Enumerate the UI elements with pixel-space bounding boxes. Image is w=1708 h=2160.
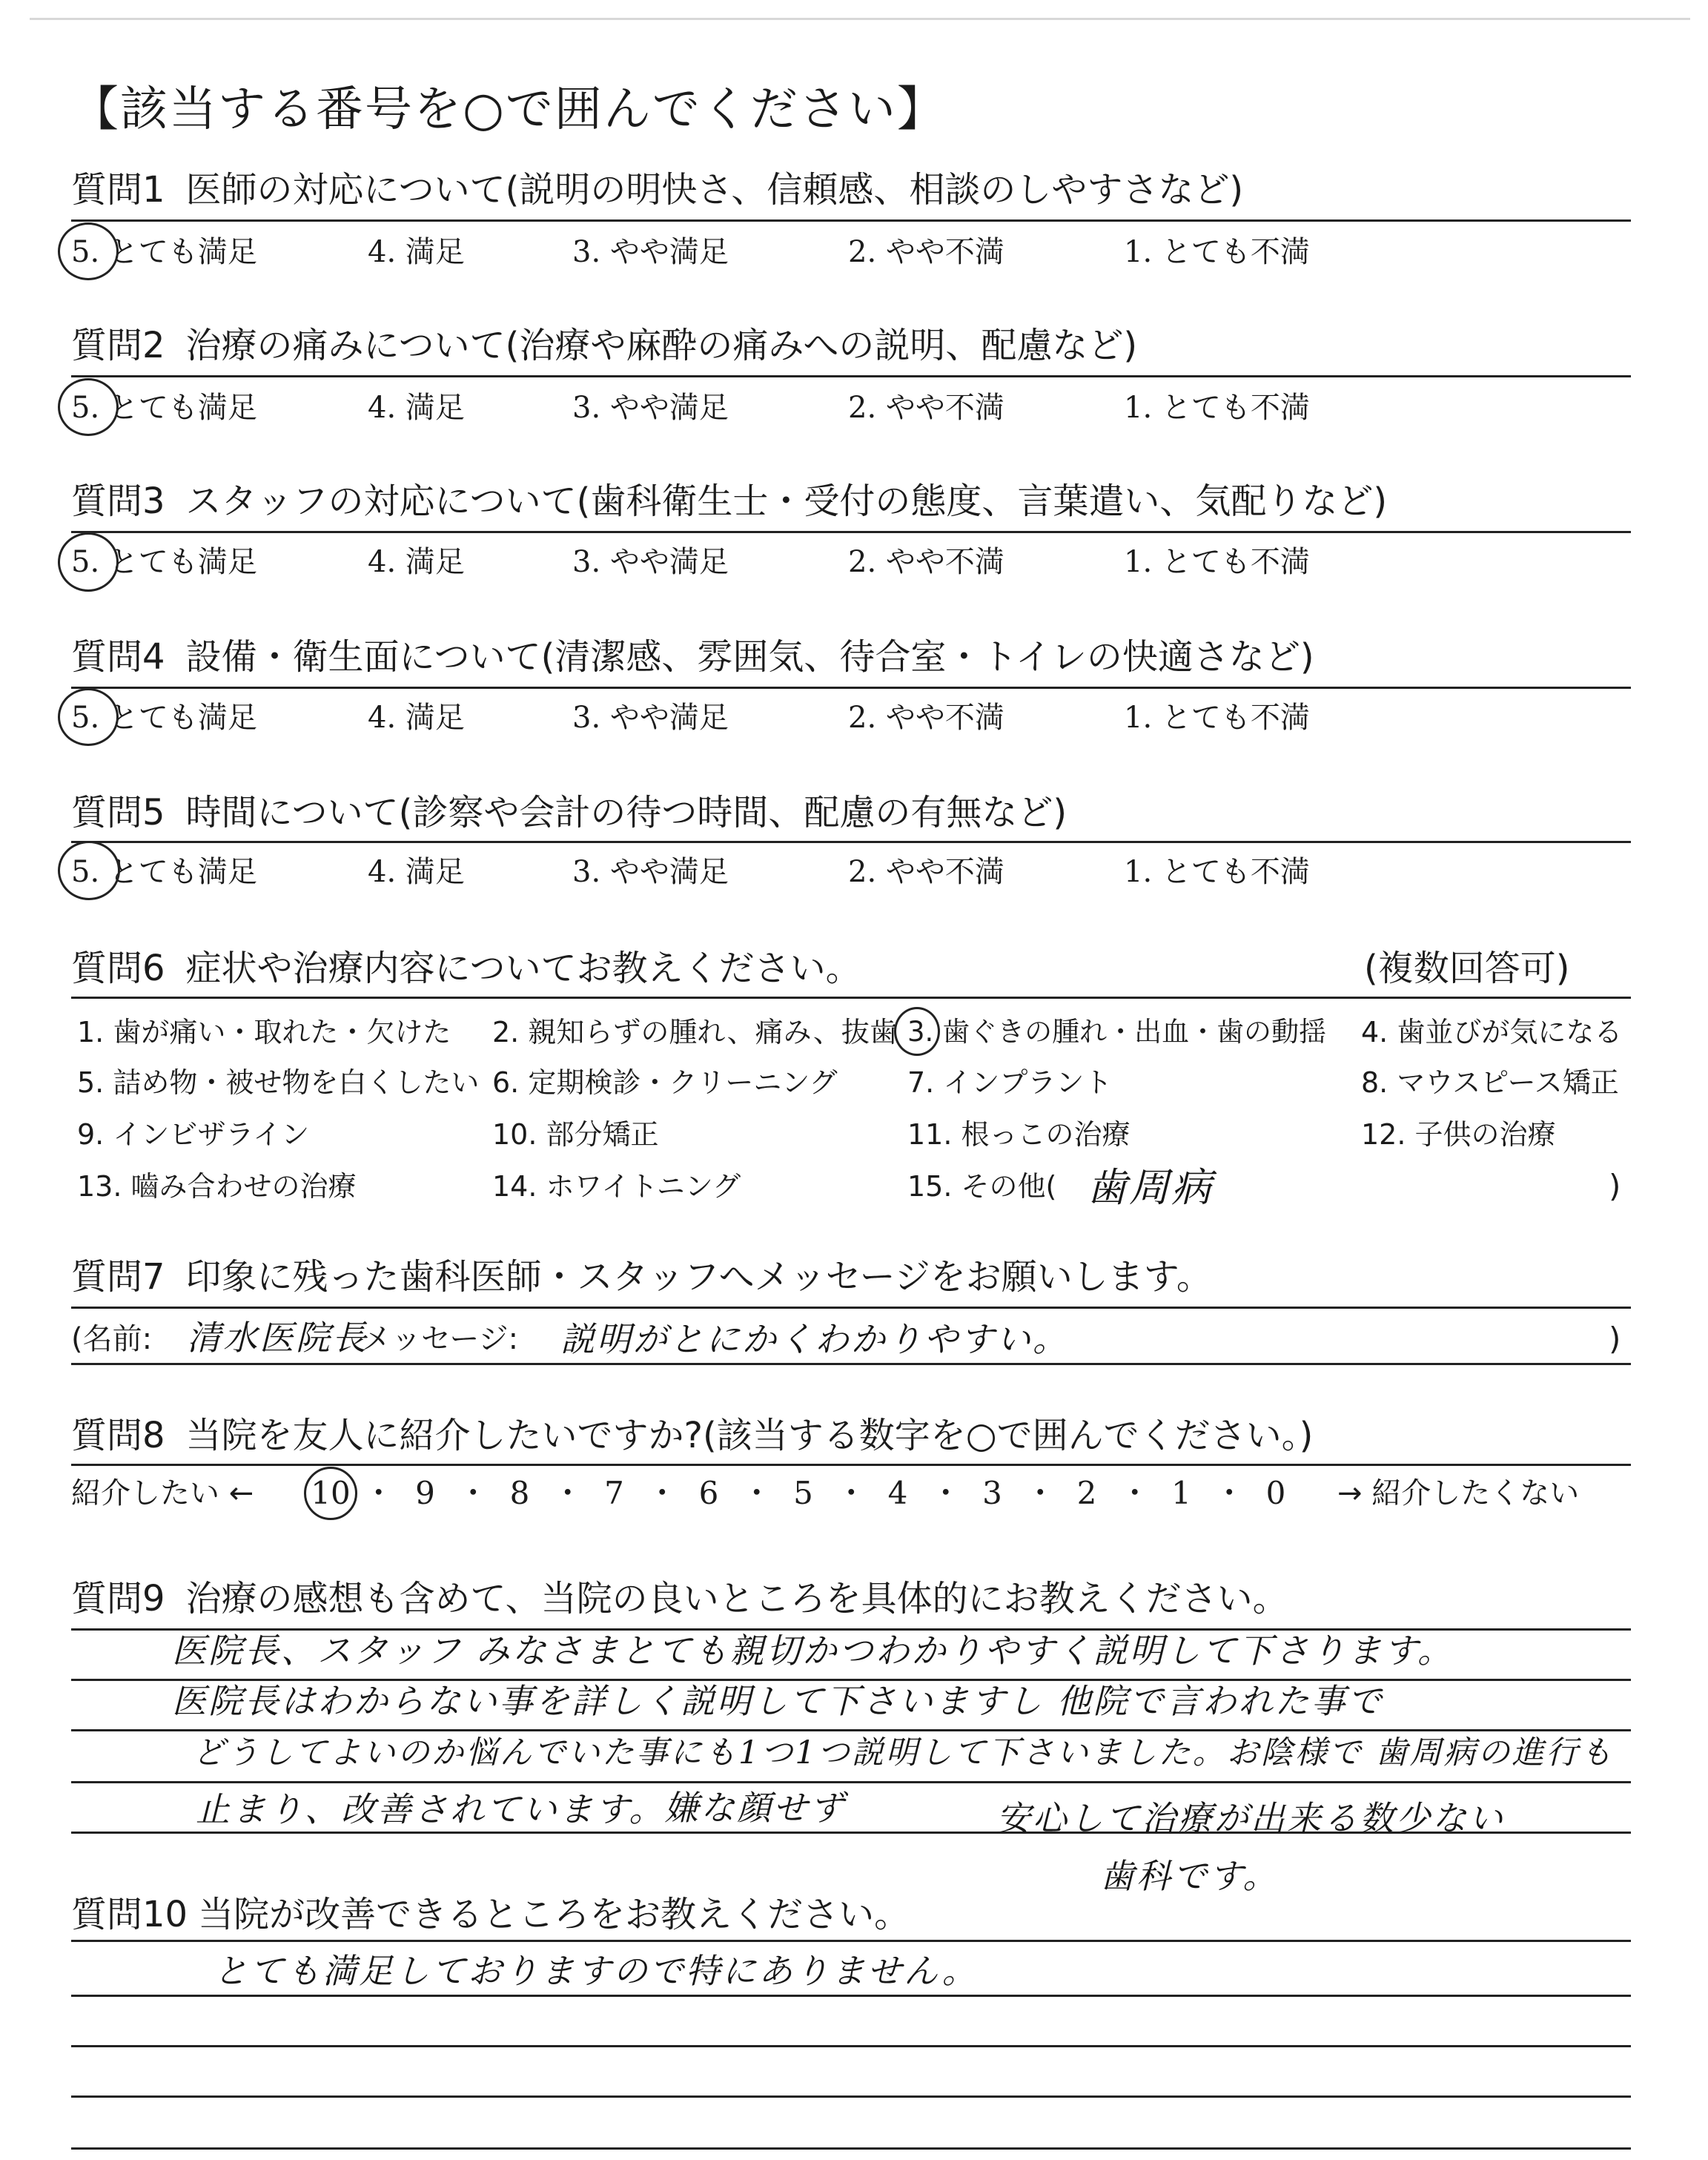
symptom-13[interactable]: 13. 嚙み合わせの治療 (77, 1170, 357, 1203)
question-5-option-5[interactable]: 5. とても満足 (71, 855, 257, 889)
recommend-scale-1[interactable]: 1 (1171, 1475, 1191, 1511)
question-3-heading (71, 479, 1387, 524)
question-5-heading (71, 790, 1067, 835)
question-1-heading (71, 168, 1243, 212)
question-4-option-2[interactable]: 2. やや不満 (848, 701, 1004, 735)
question-5-text: 時間について(診察や会計の待つ時間、配慮の有無など) (185, 792, 1068, 833)
recommend-scale-separator: ・ (646, 1475, 678, 1511)
q9-answer-line-3: どうしてよいのか悩んでいた事にも1つ1つ説明して下さいました。お陰様で 歯周病の進行も (193, 1734, 1615, 1771)
question-2-text: 治療の痛みについて(治療や麻酔の痛みへの説明、配慮など) (185, 325, 1138, 366)
recommend-scale-5[interactable]: 5 (793, 1475, 813, 1511)
question-6-note: (複数回答可) (1364, 948, 1570, 989)
question-2-option-4[interactable]: 4. 満足 (368, 391, 465, 425)
recommend-left-label: 紹介したい ← (71, 1476, 254, 1510)
question-4-option-1[interactable]: 1. とても不満 (1124, 701, 1310, 735)
question-6-heading (71, 946, 861, 991)
question-3-option-4[interactable]: 4. 満足 (368, 545, 465, 579)
question-1-option-1[interactable]: 1. とても不満 (1124, 235, 1310, 269)
question-7-number: 質問7 (71, 1256, 165, 1298)
question-4-rule (71, 687, 1631, 689)
question-6-number: 質問6 (71, 948, 165, 989)
question-7-rule (71, 1307, 1631, 1309)
question-10-line-3 (71, 2045, 1631, 2047)
message-close: ) (1609, 1321, 1621, 1357)
question-1-selected-circle (58, 222, 119, 280)
recommend-scale-separator: ・ (363, 1475, 394, 1511)
question-3-text: スタッフの対応について(歯科衛生士・受付の態度、言葉遣い、気配りなど) (185, 480, 1388, 522)
recommend-selected-circle (304, 1467, 357, 1520)
symptom-2[interactable]: 2. 親知らずの腫れ、痛み、抜歯 (492, 1016, 898, 1048)
question-1-option-2[interactable]: 2. やや不満 (848, 235, 1004, 269)
symptom-1[interactable]: 1. 歯が痛い・取れた・欠けた (77, 1016, 451, 1048)
question-4-number: 質問4 (71, 636, 165, 678)
q9-answer-line-4: 止まり、改善されています。 (196, 1789, 666, 1829)
question-5-option-1[interactable]: 1. とても不満 (1124, 855, 1310, 889)
question-7-heading (71, 1255, 1212, 1299)
name-label: (名前: (71, 1322, 153, 1356)
symptom-6[interactable]: 6. 定期検診・クリーニング (492, 1066, 838, 1099)
question-3-number: 質問3 (71, 480, 165, 522)
recommend-scale-6[interactable]: 6 (698, 1475, 719, 1511)
question-10-line-4 (71, 2095, 1631, 2098)
symptom-3[interactable]: 3. 歯ぐきの腫れ・出血・歯の動揺 (907, 1016, 1327, 1048)
question-8-text: 当院を友人に紹介したいですか?(該当する数字を○で囲んでください。) (185, 1415, 1314, 1456)
question-4-option-3[interactable]: 3. やや満足 (572, 701, 729, 735)
question-1-rule (71, 219, 1631, 222)
q9-answer-insert: 嫌な顔せず (664, 1788, 846, 1828)
question-4-option-5[interactable]: 5. とても満足 (71, 701, 257, 735)
recommend-scale-3[interactable]: 3 (982, 1475, 1002, 1511)
question-9-number: 質問9 (71, 1578, 165, 1619)
question-10-rule (71, 1940, 1631, 1942)
q9-answer-line-2: 医院長はわからない事を詳しく説明して下さいますし 他院で言われた事で (172, 1681, 1384, 1721)
question-6-text: 症状や治療内容についてお教えください。 (185, 948, 861, 989)
question-8-heading (71, 1413, 1313, 1458)
question-8-rule (71, 1464, 1631, 1466)
question-7-answer-rule (71, 1363, 1631, 1365)
symptom-12[interactable]: 12. 子供の治療 (1361, 1118, 1556, 1151)
question-2-heading (71, 323, 1137, 368)
question-1-option-4[interactable]: 4. 満足 (368, 235, 465, 269)
question-2-rule (71, 375, 1631, 377)
question-2-selected-circle (58, 378, 119, 436)
recommend-scale-separator: ・ (1025, 1475, 1056, 1511)
question-5-selected-circle (58, 841, 120, 900)
q10-answer-line-1: とても満足しておりますので特にありません。 (214, 1951, 979, 1991)
question-3-option-2[interactable]: 2. やや不満 (848, 545, 1004, 579)
symptom-10[interactable]: 10. 部分矯正 (492, 1118, 659, 1151)
question-4-text: 設備・衛生面について(清潔感、雰囲気、待合室・トイレの快適さなど) (185, 636, 1314, 678)
question-3-option-3[interactable]: 3. やや満足 (572, 545, 729, 579)
symptom-15-other[interactable]: 15. その他( (907, 1170, 1057, 1203)
question-5-option-4[interactable]: 4. 満足 (368, 855, 465, 889)
name-written: 清水医院長 (187, 1318, 368, 1358)
question-5-option-2[interactable]: 2. やや不満 (848, 855, 1004, 889)
question-2-option-1[interactable]: 1. とても不満 (1124, 391, 1310, 425)
recommend-scale-8[interactable]: 8 (509, 1475, 530, 1511)
recommend-scale-separator: ・ (552, 1475, 583, 1511)
symptom-7[interactable]: 7. インプラント (907, 1066, 1113, 1099)
question-2-number: 質問2 (71, 325, 165, 366)
symptom-3-selected-circle (894, 1007, 940, 1056)
question-2-option-2[interactable]: 2. やや不満 (848, 391, 1004, 425)
recommend-scale-9[interactable]: 9 (415, 1475, 435, 1511)
question-4-option-4[interactable]: 4. 満足 (368, 701, 465, 735)
question-4-heading (71, 635, 1314, 679)
question-2-option-5[interactable]: 5. とても満足 (71, 391, 257, 425)
recommend-scale-10[interactable]: 10 (311, 1475, 351, 1511)
symptom-5[interactable]: 5. 詰め物・被せ物を白くしたい (77, 1066, 480, 1099)
question-6-rule (71, 997, 1631, 999)
question-1-option-3[interactable]: 3. やや満足 (572, 235, 729, 269)
message-label: メッセージ: (362, 1322, 519, 1356)
top-edge-line (30, 18, 1690, 20)
question-4-selected-circle (58, 688, 119, 746)
symptom-4[interactable]: 4. 歯並びが気になる (1361, 1016, 1623, 1048)
recommend-scale-2[interactable]: 2 (1076, 1475, 1097, 1511)
recommend-scale-7[interactable]: 7 (604, 1475, 624, 1511)
recommend-right-label: → 紹介したくない (1337, 1476, 1580, 1510)
recommend-scale-separator: ・ (1119, 1475, 1151, 1511)
question-2-option-3[interactable]: 3. やや満足 (572, 391, 729, 425)
question-5-option-3[interactable]: 3. やや満足 (572, 855, 729, 889)
question-3-option-5[interactable]: 5. とても満足 (71, 545, 257, 579)
question-10-line-5 (71, 2147, 1631, 2150)
symptom-14[interactable]: 14. ホワイトニング (492, 1170, 741, 1203)
recommend-scale-separator: ・ (835, 1475, 867, 1511)
symptom-11[interactable]: 11. 根っこの治療 (907, 1118, 1131, 1151)
q9-answer-line-5: 安心して治療が出来る数少ない (996, 1798, 1505, 1838)
symptom-8[interactable]: 8. マウスピース矯正 (1361, 1066, 1619, 1099)
recommend-scale-separator: ・ (741, 1475, 772, 1511)
question-10-number: 質問10 (71, 1894, 188, 1935)
q9-answer-line-6: 歯科です。 (1100, 1856, 1280, 1896)
question-9-heading (71, 1576, 1288, 1621)
question-1-number: 質問1 (71, 169, 165, 211)
question-1-option-5[interactable]: 5. とても満足 (71, 235, 257, 269)
question-3-option-1[interactable]: 1. とても不満 (1124, 545, 1310, 579)
symptom-other-written: 歯周病 (1087, 1164, 1214, 1211)
question-3-selected-circle (58, 532, 119, 592)
q9-answer-line-1: 医院長、スタッフ みなさまとても親切かつわかりやすく説明して下さります。 (172, 1631, 1454, 1671)
question-5-rule (71, 841, 1631, 843)
message-written: 説明がとにかくわかりやすい。 (560, 1319, 1069, 1359)
recommend-scale-separator: ・ (930, 1475, 961, 1511)
symptom-other-close: ) (1609, 1168, 1621, 1204)
question-9-line-3 (71, 1729, 1631, 1731)
question-5-number: 質問5 (71, 792, 165, 833)
question-8-number: 質問8 (71, 1415, 165, 1456)
symptom-9[interactable]: 9. インビザライン (77, 1118, 310, 1151)
question-10-line-2 (71, 1995, 1631, 1997)
recommend-scale-separator: ・ (457, 1475, 489, 1511)
question-1-text: 医師の対応について(説明の明快さ、信頼感、相談のしやすさなど) (185, 169, 1244, 211)
recommend-scale-separator: ・ (1214, 1475, 1245, 1511)
question-10-text: 当院が改善できるところをお教えください。 (198, 1894, 910, 1935)
question-9-line-4 (71, 1781, 1631, 1783)
recommend-scale-4[interactable]: 4 (887, 1475, 908, 1511)
question-9-text: 治療の感想も含めて、当院の良いところを具体的にお教えください。 (185, 1578, 1288, 1619)
question-10-heading (71, 1892, 910, 1937)
recommend-scale-0[interactable]: 0 (1265, 1475, 1286, 1511)
question-3-rule (71, 531, 1631, 533)
question-7-text: 印象に残った歯科医師・スタッフへメッセージをお願いします。 (185, 1256, 1212, 1298)
form-title: 【該当する番号を○で囲んでください】 (71, 82, 946, 137)
